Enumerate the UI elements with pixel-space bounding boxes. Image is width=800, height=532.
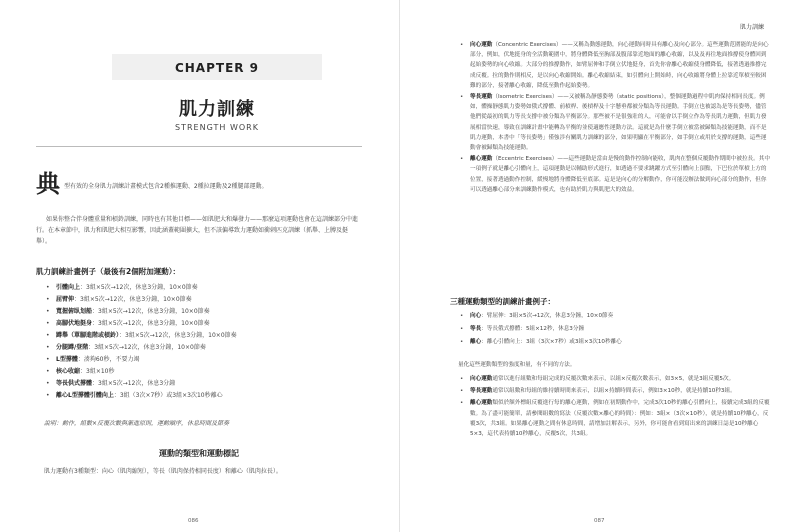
bullet-icon: •	[46, 332, 50, 339]
bullet-icon: •	[46, 368, 50, 375]
bullet-icon: •	[460, 400, 464, 407]
bullet-icon: •	[46, 284, 50, 291]
page-number: 086	[188, 518, 199, 524]
exercise-list	[44, 282, 237, 402]
list-item: • 等長供式撐體：3組×5次→12次，休息3分鐘	[44, 378, 237, 390]
list-item: • 等長運動（Isometric Exercises）——又被稱為靜態姿勢（static positions），整個運動過程中肌肉保持相同長度。例如，體操靜態肌力姿勢如俄式撐體、前槓桿、後槓桿及十字懸垂都被分類為等長運動。手倒立也被認為是等長姿勢，儘管他們從最初的肌力等長支撐中被分類為平衡部分。那些被不是很強壯的人，可能會以手倒立作為等長肌力運動，但肌力發展相當快速，導致在訓練計畫中能轉為平衡的並使適應性運動方法。這就是為什麼手倒立被當被歸類為技能運動，而不是肌力運動，本書中「等長姿勢」僅強涉有關肌力訓練的部分，如果明顯在平衡部分，如手倒立或用於支撐的運動，這些運動會被歸類為技能運動。	[460, 94, 767, 152]
notation-heading: 三種運動類型的訓練計畫例子：	[450, 297, 555, 306]
bullet-icon: •	[460, 156, 464, 163]
bullet-icon: •	[46, 392, 50, 399]
bullet-icon: •	[460, 326, 464, 332]
list-item: • 引體向上：3組×5次→12次，休息3分鐘，10×0節奏	[44, 282, 237, 294]
bullet-icon: •	[460, 388, 464, 395]
section-subheading: 運動的類型和運動標記	[159, 449, 239, 458]
list-item: • 寬握俯臥划船：3組×5次→12次，休息3分鐘，10×0節奏	[44, 306, 237, 318]
intro-text: 型有效的全身肌力訓練計畫模式包含2種推運動、2種拉運動及2種腿部運動。	[64, 183, 268, 190]
list-item: • 離心運動類似於額外標組反覆進行每的離心運動，例如在初期動作中，完成3次10秒的離心引體向上，接續完成3組的反覆數。為了盡可能簡單，請參閱組數的寫法（反覆次數×離心的時間）：例如：3組×（3次×10秒），就是持續10秒離心，反覆3次，共3組。如果離心運動之間有休息時間，請增加註解表示，另外，你可能會看到寫出來的訓練日誌是10秒離心5×3，這代表持續10秒離心，反覆5次，共3組。	[460, 400, 770, 438]
example-heading: 肌力訓練計畫例子（最後有2個附加運動）：	[36, 267, 180, 276]
list-item: • 等長運動通常以組數和每組的維持續時間來表示，以組×持續時間表示，例如3×10秒，就是持續10秒3組。	[458, 386, 772, 396]
list-item: • 高腳伏地挺身：3組×5次→12次，休息3分鐘，10×0節奏	[44, 318, 237, 330]
notation-example-list	[458, 310, 772, 349]
bullet-icon: •	[46, 296, 50, 303]
bullet-icon: •	[460, 313, 464, 319]
bullet-icon: •	[460, 339, 464, 345]
right-page	[400, 0, 800, 532]
bullet-icon: •	[46, 320, 50, 327]
drop-cap: 典	[36, 169, 60, 198]
list-item: • 向心：臂屈伸：3組×5次→12次，休息3分鐘，10×0節奏	[458, 310, 772, 323]
list-item: • 蹲舉（單腳進階或槓鈴）：3組×5次→12次，休息3分鐘，10×0節奏	[44, 330, 237, 342]
bullet-icon: •	[460, 42, 464, 48]
list-item: • 等長：等長俄式撐體：5組×12秒，休息3分鐘	[458, 323, 772, 336]
divider	[36, 146, 362, 147]
list-item: • 離心L型撐體引體向上：3組（3次×7秒）或3組×3次10秒離心	[44, 390, 237, 402]
list-item: • 分腿蹲/登階：3組×5次→12次，休息3分鐘，10×0節奏	[44, 342, 237, 354]
list-item: • 核心收縮：3組×10秒	[44, 366, 237, 378]
list-item: • 離心：離心引體向上：3組（3次×7秒）或3組×3次10秒離心	[458, 336, 772, 349]
body-paragraph: 如果你整合伴身體重量和槓鈴訓練，同時也有其他目標——如肌肥大和爆發力——那麼這項運動也會在這訓練部分中進行。在本章節中，肌力和肌肥大相互影響，因此涵蓋範圍擴大，但不該偏導致力運動如衝刺匹克訓練（抓舉、上膊及挺舉）。	[36, 216, 359, 245]
chapter-subtitle: STRENGTH WORK	[175, 123, 259, 132]
bullet-icon: •	[46, 308, 50, 315]
bullet-icon: •	[460, 376, 464, 382]
list-item: • 向心運動（Concentric Exercises）——又稱為動態運動，向心運動同時具有離心及向心部分。這些運動范圍能的是向心部分，例如，伏地挺身的全活動範圍中，將身體降低至胸部及腹部靠近地面的離心收縮，以及及再往地面推撐使身體回到起始姿勢的向心收縮。大部分的推撐動作，如臂屈伸和手倒立伏地挺身，首先你會離心收縮使身體降低，接著透過推撐完成反覆。拉的動作則相反，是以向心收縮開始。離心收縮結束，如引體向上開始時，向心收縮將身體上拉靠近單槓至較困難的部分，接著離心收縮，降低至動作起始姿勢。	[460, 42, 769, 89]
page-number: 087	[594, 518, 605, 524]
list-item: • 向心運動通常以進行組數和每組完成的反覆次數來表示，以組×反覆次數表示，如3×5，就是3組反覆5次。	[458, 374, 772, 384]
bullet-icon: •	[46, 344, 50, 351]
bullet-icon: •	[460, 94, 464, 101]
quantify-list	[458, 374, 772, 439]
body-text: 肌力運動有3種類型：向心（肌肉縮短），等長（肌肉保持相同長度）和離心（肌肉拉長）。	[44, 468, 282, 475]
bullet-icon: •	[46, 380, 50, 387]
list-item: • 屈臂伸：3組×5次→12次，休息3分鐘，10×0節奏	[44, 294, 237, 306]
notation-note: 說明：動作，組數×反覆次數與漸進原則，運動順序，休息時間及節奏	[44, 420, 230, 427]
chapter-label: CHAPTER 9	[174, 61, 260, 75]
chapter-title: 肌力訓練	[179, 99, 255, 120]
bullet-icon: •	[46, 356, 50, 363]
list-item: • 離心運動（Eccentric Exercises）——這些運動是當由是慢的動作控制向能收，肌肉在整個反覆動作期間中被拉長。其中一項例子就是離心引體向上，這項運動是以輔助形式進行，如透過不要求跳躍方式至引體向上頂點，下巴位於單槓上方的位置，接著透過動作控制，緩慢地將身體降低至底部。這是是向心的分解動作，你可能沒辦法做到向心部分的動作，但你可以透過離心部分來訓練動作模式，也有助於肌力與肌肥大的效益。	[460, 156, 770, 193]
exercise-types-list	[458, 40, 772, 195]
quantify-intro: 量化這些運動類型的強度和量，有不同的方法。	[458, 362, 576, 368]
running-head: 肌力訓練	[739, 24, 764, 31]
list-item: • L型撐體：湊夠60秒，不要力竭	[44, 354, 237, 366]
